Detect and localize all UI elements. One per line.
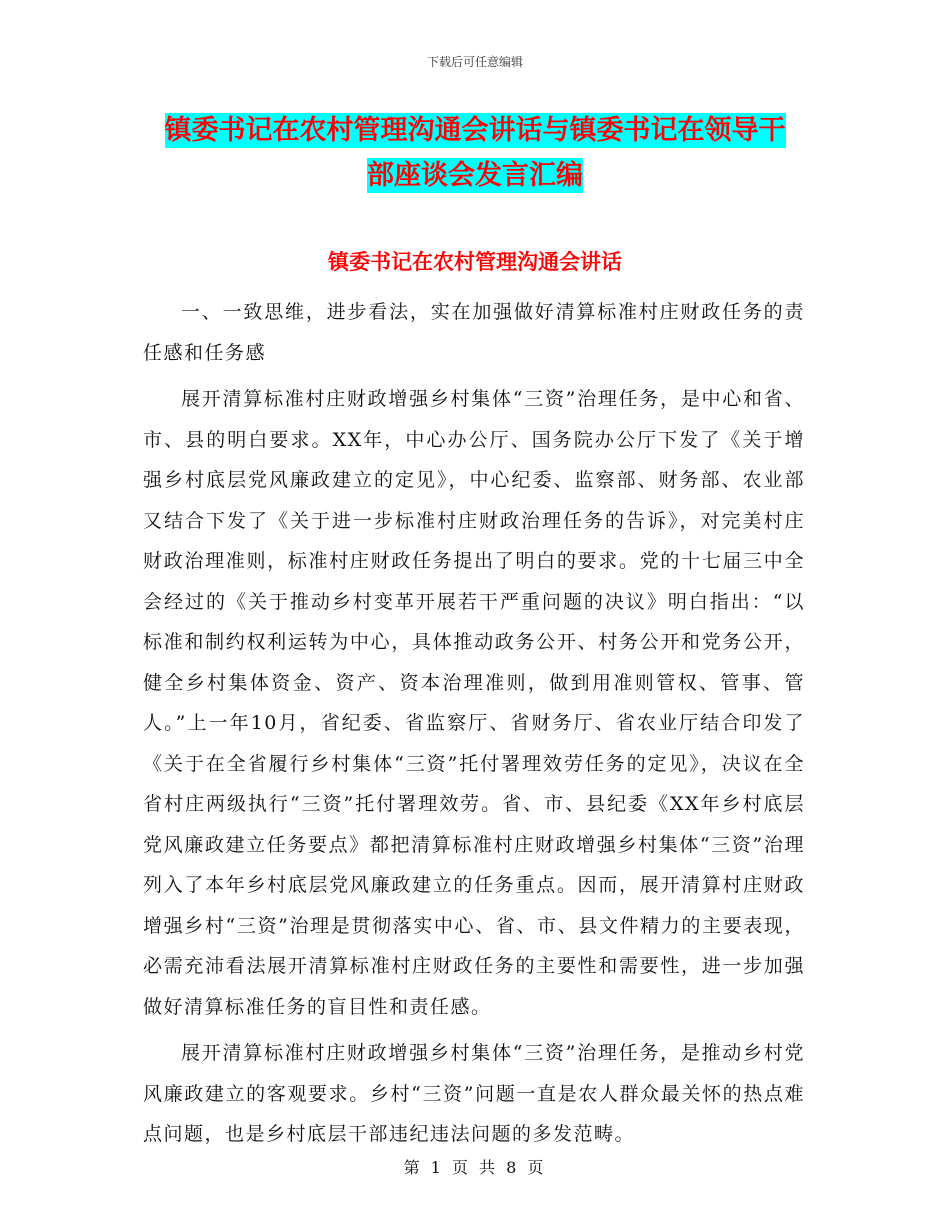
page-footer: 第 1 页 共 8 页 (403, 1158, 547, 1177)
main-title-line-1: 镇委书记在农村管理沟通会讲话与镇委书记在领导干 (164, 115, 786, 146)
paragraph: 展开清算标准村庄财政增强乡村集体“三资”治理任务，是推动乡村党风廉政建立的客观要求。乡村“三资”问题一直是农人群众最关怀的热点难点问题，也是乡村底层干部违纪违法问题的多发范畴。 (143, 1042, 805, 1145)
paragraph-heading: 一、一致思维，进步看法，实在加强做好清算标准村庄财政任务的责任感和任务感 (143, 301, 805, 364)
section-title: 镇委书记在农村管理沟通会讲话 (328, 250, 622, 274)
document-body (143, 292, 805, 1161)
paragraph: 展开清算标准村庄财政增强乡村集体“三资”治理任务，是中心和省、市、县的明白要求。XX年，中心办公厅、国务院办公厅下发了《关于增强乡村底层党风廉政建立的定见》，中心纪委、监察部、财务部、农业部又结合下发了《关于进一步标准村庄财政治理任务的告诉》，对完美村庄财政治理准则，标准村庄财政任务提出了明白的要求。党的十七届三中全会经过的《关于推动乡村变革开展若干严重问题的决议》明白指出：“以标准和制约权利运转为中心，具体推动政务公开、村务公开和党务公开，健全乡村集体资金、资产、资本治理准则，做到用准则管权、管事、管人。”上一年10月，省纪委、省监察厅、省财务厅、省农业厅结合印发了《关于在全省履行乡村集体“三资”托付署理效劳任务的定见》，决议在全省村庄两级执行“三资”托付署理效劳。省、市、县纪委《XX年乡村底层党风廉政建立任务要点》都把清算标准村庄财政增强乡村集体“三资”治理列入了本年乡村底层党风廉政建立的任务重点。因而，展开清算村庄财政增强乡村“三资”治理是贯彻落实中心、省、市、县文件精力的主要表现，必需充沛看法展开清算标准村庄财政任务的主要性和需要性，进一步加强做好清算标准任务的盲目性和责任感。 (143, 388, 805, 1018)
document-main-title (120, 108, 830, 198)
main-title-line-2: 部座谈会发言汇编 (367, 160, 583, 191)
page-header-note: 下载后可任意编辑 (426, 55, 523, 69)
